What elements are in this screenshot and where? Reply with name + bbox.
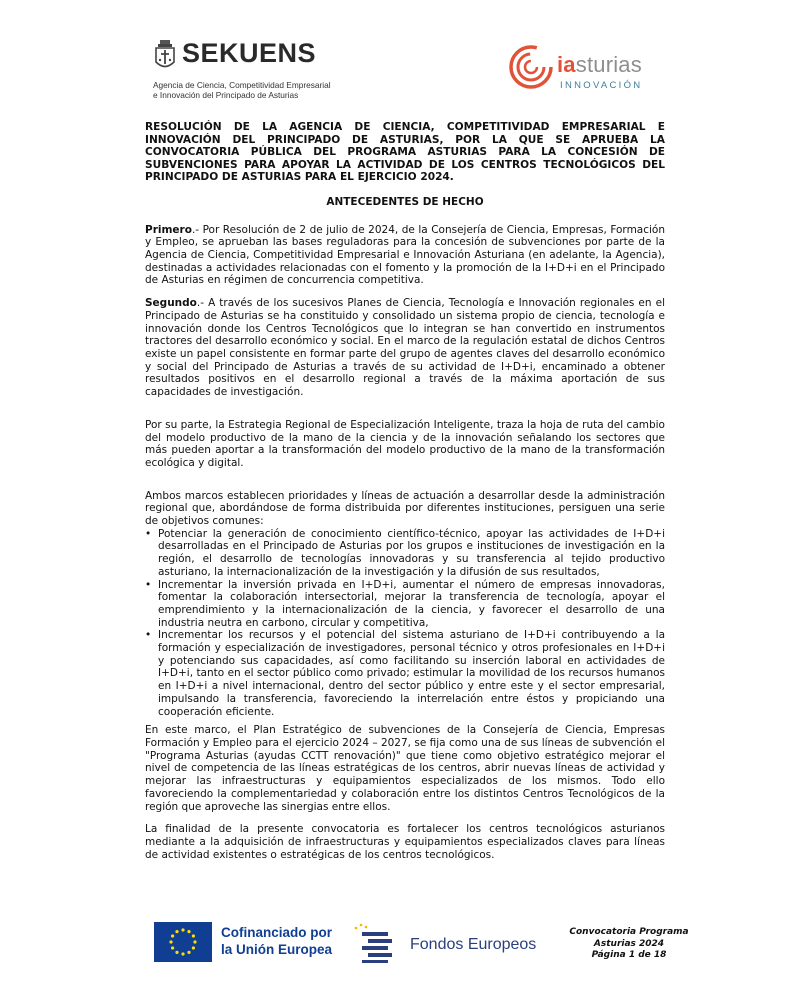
iasturias-tagline: INNOVACIÓN xyxy=(560,80,643,91)
iasturias-swirl-icon xyxy=(508,44,554,90)
sekuens-subtitle xyxy=(153,80,368,100)
fondos-europeos-text: Fondos Europeos xyxy=(410,936,537,953)
iasturias-name-rest: sturias xyxy=(575,52,642,77)
paragraph-label: Segundo xyxy=(145,297,197,310)
list-item xyxy=(145,629,665,718)
sekuens-logo xyxy=(150,36,370,106)
paragraph-primero xyxy=(145,224,665,288)
iasturias-logo xyxy=(508,42,668,102)
paragraph-ambos: Ambos marcos establecen prioridades y líneas de actuación a desarrollar desde la administración regional que, abordándose de forma distribuida por diferentes instituciones, persiguen una serie de objetivos comunes: xyxy=(145,489,665,528)
sekuens-subtitle-line: Agencia de Ciencia, Competitividad Empresarial xyxy=(153,80,331,90)
fondos-europeos-logo xyxy=(352,922,542,964)
page-header xyxy=(0,30,792,110)
eu-text-line: Cofinanciado por xyxy=(221,925,332,940)
paragraph-segundo xyxy=(145,297,665,399)
sekuens-name: SEKUENS xyxy=(182,38,317,68)
fondos-europeos-emblem-icon xyxy=(352,922,404,964)
paragraph-plan: En este marco, el Plan Estratégico de subvenciones de la Consejería de Ciencia, Empresas Formación y Empleo para el ejercicio 2024 – 2027, se fija como una de sus líneas de subvención el "Programa Asturias (ayudas CCTT renovación)" que tiene como objetivo estratégico mejorar el nivel de competencia de las líneas estratégicas de los centros, abrir nuevas líneas de actividad y mejorar las infraestructuras y equipamientos especializados de los mismos. Todo ello favoreciendo la complementariedad y colaboración entre los distintos Centros Tecnológicos de la región que aproveche las sinergias entre ellos. xyxy=(145,724,665,813)
eu-cofinancing-logo xyxy=(154,922,344,962)
list-item-text: Potenciar la generación de conocimiento científico-técnico, apoyar las actividades de I+D+i desarrolladas en el Principado de Asturias por los grupos e instituciones de investigación en la región, el desarrollo de tecnologías innovadoras y su transferencia al tejido productivo asturiano, la internacionalización de la investigación y la difusión de sus resultados, xyxy=(158,527,665,578)
list-item xyxy=(145,579,665,630)
list-item-text: Incrementar la inversión privada en I+D+i, aumentar el número de empresas innovadoras, fomentar la colaboración intersectorial, mejorar la transferencia de tecnología, apoyar el emprendimiento y la internacionalización de la ciencia, y favorecer el desarrollo de una industria neutra en carbono, circular y competitiva, xyxy=(158,578,665,629)
document-body xyxy=(145,121,665,871)
section-heading: ANTECEDENTES DE HECHO xyxy=(326,195,484,208)
document-title: RESOLUCIÓN DE LA AGENCIA DE CIENCIA, COMPETITIVIDAD EMPRESARIAL E INNOVACIÓN DEL PRINCIPADO DE ASTURIAS, POR LA QUE SE APRUEBA LA CONVOCATORIA PÚBLICA DEL PROGRAMA ASTURIAS PARA LA CONCESIÓN DE SUBVENCIONES PARA APOYAR LA ACTIVIDAD DE LOS CENTROS TECNOLÓGICOS DEL PRINCIPADO DE ASTURIAS PARA EL EJERCICIO 2024. xyxy=(145,121,665,184)
eu-flag-icon xyxy=(154,922,212,962)
eu-text-line: la Unión Europea xyxy=(221,942,333,957)
doc-info-line: Asturias 2024 xyxy=(593,938,665,949)
iasturias-name-prefix: ia xyxy=(557,52,576,77)
paragraph-finalidad: La finalidad de la presente convocatoria es fortalecer los centros tecnológicos asturianos mediante a la adquisición de infraestructuras y equipamientos especializados claves para líneas de actividad existentes o estratégicas de los centros tecnológicos. xyxy=(145,823,665,861)
page-footer xyxy=(0,918,792,968)
paragraph-estrategia: Por su parte, la Estrategia Regional de Especialización Inteligente, traza la hoja de ruta del cambio del modelo productivo de la mano de la ciencia y de la innovación señalando los sectores que más pueden aportar a la transformación del modelo productivo de la mano de la transformación ecológica y digital. xyxy=(145,418,665,469)
bullet-icon: • xyxy=(145,629,152,642)
iasturias-name xyxy=(557,52,642,78)
paragraph-text: .- A través de los sucesivos Planes de Ciencia, Tecnología e Innovación regionales en el Principado de Asturias se ha constituido y consolidado un sistema propio de ciencia, tecnología e innovación donde los Centros Tecnológicos que lo integran se han convertido en instrumentos tractores del desarrollo económico y social. En el marco de la regulación estatal de dichos Centros existe un papel consistente en formar parte del grupo de agentes claves del desarrollo económico y social del Principado de Asturias a través de su actividad de I+D+i, encaminado a obtener resultados positivos en el desarrollo regional a través de la máxima aportación de sus capacidades de investigación. xyxy=(145,297,665,399)
objectives-list xyxy=(145,528,665,719)
sekuens-subtitle-line: e Innovación del Principado de Asturias xyxy=(153,90,299,100)
paragraph-text: .- Por Resolución de 2 de julio de 2024, de la Consejería de Ciencia, Empresas, Formación y Empleo, se aprueban las bases reguladoras para la concesión de subvenciones por parte de la Agencia de Ciencia, Competitividad Empresarial e Innovación Asturiana (en adelante, la Agencia), destinadas a actividades relacionadas con el fomento y la promoción de la I+D+i en el Principado de Asturias en régimen de concurrencia competitiva. xyxy=(145,223,665,287)
bullet-icon: • xyxy=(145,578,152,591)
list-item-text: Incrementar los recursos y el potencial del sistema asturiano de I+D+i contribuyendo a la formación y especialización de investigadores, personal técnico y otros profesionales en I+D+i y potenciando sus capacidades, así como facilitando su inserción laboral en actividades de I+D+i, tanto en el sector público como privado; estimular la movilidad de los recursos humanos en I+D+i a nivel internacional, dentro del sector público y entre este y el sector empresarial, impulsando la transferencia, favoreciendo la interrelación entre éstos y propiciando una cooperación eficiente. xyxy=(158,629,665,718)
doc-info-line: Convocatoria Programa xyxy=(569,927,689,937)
page-number: Página 1 de 18 xyxy=(591,950,667,960)
paragraph-label: Primero xyxy=(145,223,192,236)
asturias-crest-icon xyxy=(153,40,177,72)
bullet-icon: • xyxy=(145,527,152,540)
list-item xyxy=(145,528,665,579)
eu-cofinancing-text xyxy=(221,924,332,958)
document-page-info xyxy=(560,927,698,962)
